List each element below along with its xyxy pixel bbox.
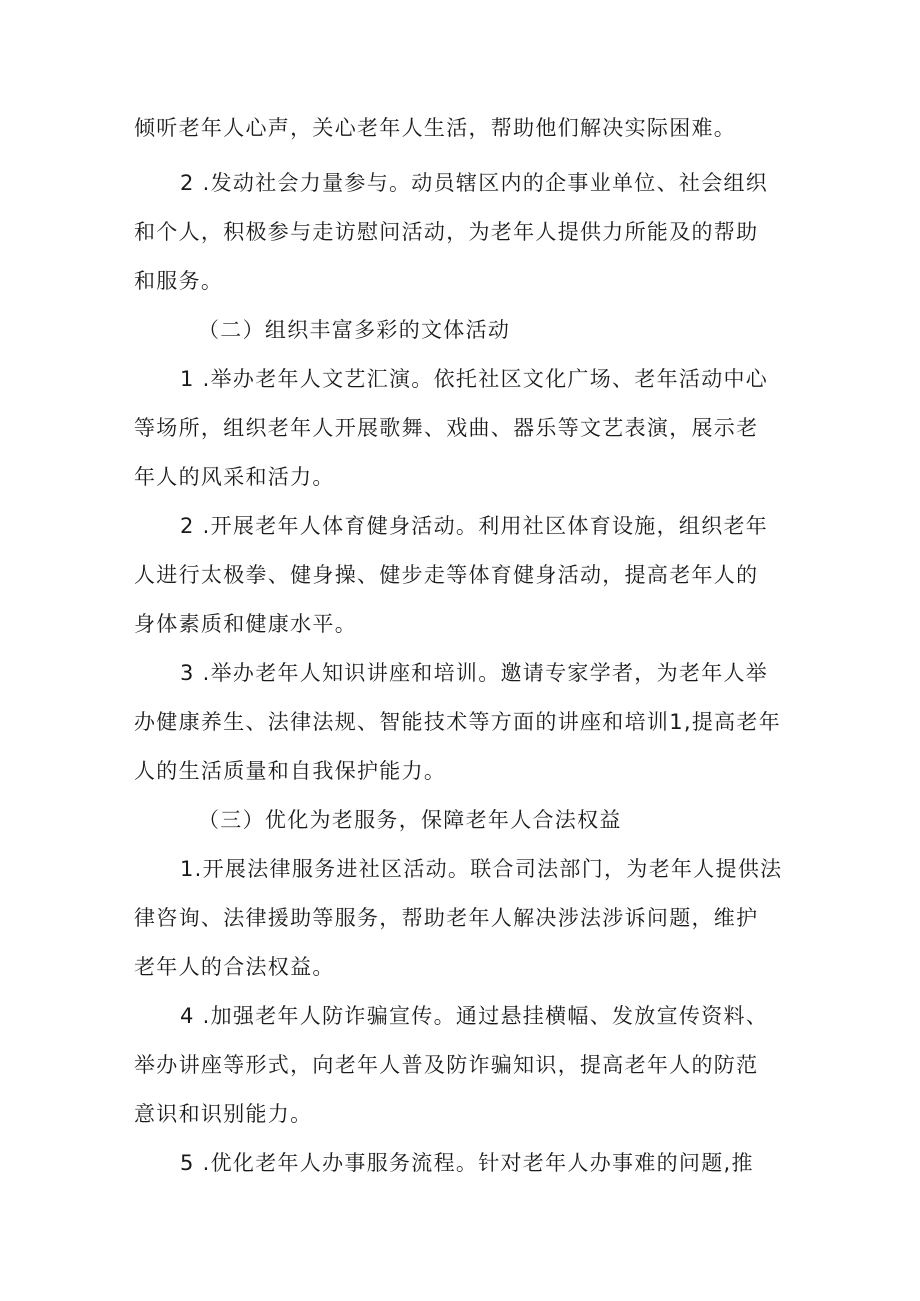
text-line: 倾听老年人心声，关心老年人生活，帮助他们解决实际困难。 <box>134 116 737 140</box>
text-line: 人的生活质量和自我保护能力。 <box>134 759 447 783</box>
paragraph <box>134 159 789 306</box>
text-line: 年人的风采和活力。 <box>134 465 335 489</box>
paragraph <box>134 502 789 649</box>
text-line-content: 4 .加强老年人防诈骗宣传。通过悬挂横幅、发放宣传资料、 <box>180 1004 769 1028</box>
text-line-content: 5 .优化老年人办事服务流程。针对老年人办事难的问题,推 <box>180 1151 754 1175</box>
text-line: 办健康养生、法律法规、智能技术等方面的讲座和培训1,提高老年 <box>134 710 782 734</box>
text-line-content: 2 .开展老年人体育健身活动。利用社区体育设施，组织老年 <box>180 514 769 538</box>
paragraph <box>134 1139 789 1188</box>
text-line-content: 2 .发动社会力量参与。动员辖区内的企事业单位、社会组织 <box>180 171 769 195</box>
text-line <box>134 355 789 404</box>
paragraph <box>134 992 789 1139</box>
paragraph <box>134 649 789 796</box>
paragraph <box>134 104 789 153</box>
text-line-content: 3 .举办老年人知识讲座和培训。邀请专家学者，为老年人举 <box>180 661 769 685</box>
text-line-content: 1.开展法律服务进社区活动。联合司法部门，为老年人提供法 <box>180 857 783 881</box>
section-heading: （三）优化为老服务，保障老年人合法权益 <box>198 808 622 832</box>
text-line-content: 1 .举办老年人文艺汇演。依托社区文化广场、老年活动中心 <box>180 367 769 391</box>
text-line: 人进行太极拳、健身操、健步走等体育健身活动，提高老年人的 <box>134 563 759 587</box>
text-line <box>134 649 789 698</box>
text-line: 律咨询、法律援助等服务，帮助老年人解决涉法涉诉问题，维护 <box>134 906 759 930</box>
text-line: 和个人，积极参与走访慰问活动，为老年人提供力所能及的帮助 <box>134 220 759 244</box>
text-line: 举办讲座等形式，向老年人普及防诈骗知识，提高老年人的防范 <box>134 1053 759 1077</box>
paragraph <box>134 845 789 992</box>
text-line <box>134 845 789 894</box>
text-line <box>134 502 789 551</box>
paragraph <box>134 355 789 502</box>
text-line: 意识和识别能力。 <box>134 1102 313 1126</box>
text-line: 等场所，组织老年人开展歌舞、戏曲、器乐等文艺表演，展示老 <box>134 416 759 440</box>
text-line: 老年人的合法权益。 <box>134 955 335 979</box>
text-line <box>134 992 789 1041</box>
text-line <box>134 159 789 208</box>
text-line: 和服务。 <box>134 269 224 293</box>
section-heading: （二）组织丰富多彩的文体活动 <box>198 318 511 342</box>
text-line <box>134 1139 789 1188</box>
text-line: 身体素质和健康水平。 <box>134 612 357 636</box>
